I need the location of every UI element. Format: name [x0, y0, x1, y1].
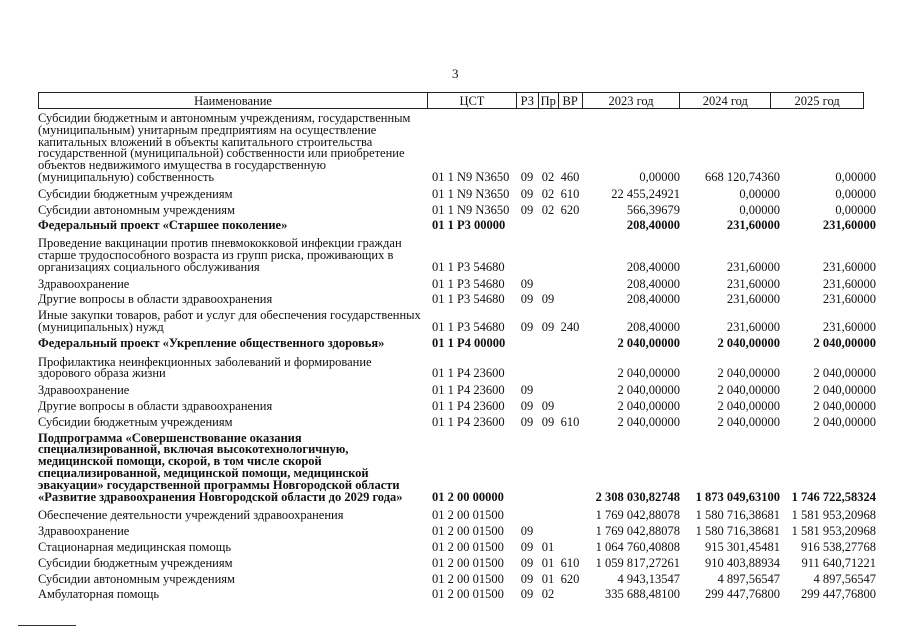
row-pr: 02: [541, 589, 555, 602]
table-row: [38, 294, 902, 307]
row-pr: 09: [541, 294, 555, 307]
row-2025: 231,60000: [822, 261, 876, 274]
row-pr: [538, 290, 558, 291]
row-2025: 0,00000: [835, 171, 876, 184]
row-name: Субсидии бюджетным учреждениям: [38, 557, 233, 570]
row-2024: 231,60000: [726, 278, 780, 291]
row-cst: 01 2 00 01500: [432, 526, 504, 539]
row-2025: 231,60000: [822, 220, 876, 233]
header-name: Наименование: [39, 93, 428, 108]
table-row: [38, 526, 902, 539]
row-cst: 01 1 P4 23600: [432, 368, 505, 381]
row-pr: 02: [541, 171, 555, 184]
row-2023: 566,39679: [626, 204, 680, 217]
row-rz: 09: [520, 321, 534, 334]
table-row: [38, 113, 902, 185]
table-row: [38, 433, 902, 505]
row-pr: 01: [541, 557, 555, 570]
row-vr: [558, 290, 582, 291]
row-cst: 01 2 00 01500: [432, 589, 504, 602]
row-pr: 09: [541, 416, 555, 429]
row-vr: [558, 380, 582, 381]
row-2025: 1 581 953,20968: [791, 510, 876, 523]
table-row: [38, 220, 902, 233]
row-rz: 09: [520, 204, 534, 217]
row-vr: 620: [560, 204, 580, 217]
row-name: Профилактика неинфекционных заболеваний и формирование здорового образа жизни: [38, 356, 372, 381]
row-rz: 09: [520, 400, 534, 413]
row-2023: 2 040,00000: [617, 337, 680, 350]
row-2023: 2 040,00000: [617, 368, 680, 381]
row-cst: 01 1 P3 00000: [432, 220, 506, 233]
row-2023: 208,40000: [626, 261, 680, 274]
row-vr: 460: [560, 171, 580, 184]
row-2025: 0,00000: [835, 204, 876, 217]
row-pr: [538, 274, 558, 275]
row-2025: 4 897,56547: [813, 573, 876, 586]
row-2025: 2 040,00000: [813, 400, 876, 413]
table-row: [38, 385, 902, 398]
row-pr: [538, 350, 558, 351]
row-rz: 09: [520, 416, 534, 429]
row-2024: 231,60000: [726, 294, 780, 307]
row-cst: 01 1 P4 23600: [432, 385, 505, 398]
header-2025: 2025 год: [794, 94, 840, 108]
row-vr: 610: [560, 557, 580, 570]
row-2023: 2 040,00000: [617, 400, 680, 413]
row-rz: [516, 232, 538, 233]
table-row: [38, 238, 902, 274]
row-2023: 1 769 042,88078: [595, 510, 680, 523]
row-cst: 01 2 00 01500: [432, 557, 504, 570]
row-2023: 1 769 042,88078: [595, 526, 680, 539]
row-rz: [516, 274, 538, 275]
row-name: Здравоохранение: [38, 278, 130, 291]
table-row: [38, 357, 902, 382]
row-2023: 208,40000: [626, 278, 680, 291]
row-2024: 231,60000: [726, 321, 780, 334]
header-2024: 2024 год: [680, 93, 771, 108]
row-name: Федеральный проект «Старшее поколение»: [38, 220, 288, 233]
row-2024: 2 040,00000: [717, 368, 780, 381]
row-pr: 01: [541, 541, 555, 554]
row-name: Субсидии бюджетным учреждениям: [38, 188, 233, 201]
row-name: Стационарная медицинская помощь: [38, 541, 232, 554]
table-row: [38, 542, 902, 555]
row-name: Субсидии автономным учреждениям: [38, 204, 235, 217]
row-cst: 01 2 00 01500: [432, 541, 504, 554]
row-pr: [538, 232, 558, 233]
header-pr: Пр: [539, 93, 559, 108]
row-2023: 208,40000: [626, 220, 680, 233]
row-2023: 1 059 817,27261: [595, 557, 680, 570]
table-row: [38, 558, 902, 571]
row-vr: 620: [560, 573, 580, 586]
row-2025: 299 447,76800: [801, 589, 876, 602]
row-vr: [558, 503, 582, 504]
row-2025: 916 538,27768: [801, 541, 876, 554]
row-cst: 01 1 P3 54680: [432, 278, 505, 291]
row-2024: 2 040,00000: [717, 385, 780, 398]
row-2024: 2 040,00000: [717, 337, 780, 350]
row-pr: 01: [541, 573, 555, 586]
row-pr: 02: [541, 204, 555, 217]
row-name: Другие вопросы в области здравоохранения: [38, 294, 273, 307]
row-2024: 231,60000: [726, 261, 780, 274]
row-2023: 22 455,24921: [611, 188, 680, 201]
row-vr: 610: [560, 188, 580, 201]
row-vr: 240: [560, 321, 580, 334]
row-rz: 09: [520, 541, 534, 554]
table-row: [38, 510, 902, 523]
row-vr: [558, 601, 582, 602]
row-2023: 0,00000: [639, 171, 680, 184]
row-2024: 2 040,00000: [717, 416, 780, 429]
row-name: Амбулаторная помощь: [38, 589, 160, 602]
row-2024: 910 403,88934: [705, 557, 780, 570]
row-2025: 0,00000: [835, 188, 876, 201]
row-name: Другие вопросы в области здравоохранения: [38, 400, 273, 413]
row-cst: 01 1 P3 54680: [432, 294, 505, 307]
table-row: [38, 279, 902, 292]
row-cst: 01 2 00 01500: [432, 573, 504, 586]
row-cst: 01 2 00 00000: [432, 491, 504, 504]
row-2024: 668 120,74360: [705, 171, 780, 184]
row-rz: 09: [520, 171, 534, 184]
row-vr: [558, 413, 582, 414]
row-2023: 2 308 030,82748: [595, 491, 680, 504]
table-row: [38, 310, 902, 335]
row-rz: 09: [520, 573, 534, 586]
row-2025: 2 040,00000: [813, 385, 876, 398]
row-2024: 4 897,56547: [717, 573, 780, 586]
row-rz: 09: [520, 294, 534, 307]
row-vr: [558, 522, 582, 523]
row-vr: [558, 274, 582, 275]
row-2024: 915 301,45481: [705, 541, 780, 554]
row-rz: [516, 522, 538, 523]
header-rz: РЗ: [517, 93, 539, 108]
row-2025: 231,60000: [822, 294, 876, 307]
row-2023: 208,40000: [626, 294, 680, 307]
row-2024: 0,00000: [739, 188, 780, 201]
row-cst: 01 1 N9 N3650: [432, 188, 510, 201]
table-row: [38, 401, 902, 414]
row-rz: 09: [520, 526, 534, 539]
row-vr: 610: [560, 416, 580, 429]
row-2025: 2 040,00000: [813, 337, 876, 350]
table-row: [38, 589, 902, 602]
row-pr: [538, 397, 558, 398]
table-row: [38, 205, 902, 218]
row-rz: [516, 380, 538, 381]
row-rz: [516, 350, 538, 351]
row-rz: 09: [520, 278, 534, 291]
row-pr: 09: [541, 400, 555, 413]
row-name: Федеральный проект «Укрепление общественного здоровья»: [38, 337, 385, 350]
row-pr: 09: [541, 321, 555, 334]
row-2024: 231,60000: [726, 220, 780, 233]
row-cst: 01 1 P4 23600: [432, 400, 505, 413]
table-row: [38, 417, 902, 430]
table-body: [38, 110, 902, 602]
table-row: [38, 338, 902, 351]
row-2024: 0,00000: [739, 204, 780, 217]
table-row: [38, 574, 902, 587]
row-pr: [538, 380, 558, 381]
row-name: Обеспечение деятельности учреждений здравоохранения: [38, 510, 344, 523]
page-number: 3: [452, 66, 459, 81]
row-cst: 01 2 00 01500: [432, 510, 504, 523]
footer-rule: [18, 625, 76, 626]
row-name: Здравоохранение: [38, 526, 130, 539]
row-rz: [516, 503, 538, 504]
row-2023: 1 064 760,40808: [595, 541, 680, 554]
row-vr: [558, 554, 582, 555]
row-2024: 1 873 049,63100: [695, 491, 780, 504]
row-2023: 208,40000: [626, 321, 680, 334]
row-2025: 231,60000: [822, 321, 876, 334]
row-rz: 09: [520, 589, 534, 602]
row-2024: 2 040,00000: [717, 400, 780, 413]
row-name: Иные закупки товаров, работ и услуг для обеспечения государственных (муниципальных) нужд: [38, 310, 421, 334]
header-2023: 2023 год: [583, 93, 681, 108]
row-2023: 4 943,13547: [617, 573, 680, 586]
row-2024: 1 580 716,38681: [695, 510, 780, 523]
row-2025: 911 640,71221: [801, 557, 876, 570]
row-cst: 01 1 P4 23600: [432, 416, 505, 429]
header-cst: ЦСТ: [428, 93, 517, 108]
row-cst: 01 1 P3 54680: [432, 321, 505, 334]
table-row: [38, 189, 902, 202]
row-cst: 01 1 P4 00000: [432, 337, 506, 350]
row-2025: 2 040,00000: [813, 416, 876, 429]
row-pr: 02: [541, 188, 555, 201]
row-name: Подпрограмма «Совершенствование оказания специализированной, включая высокотехнологичную, медицинской помощи, скорой, в том числе скорой специализированной, медицинской помощи, медицинской эвакуации» государственной программы Новгородской области «Развитие здравоохранения Новгородской области до 2029 года»: [38, 432, 403, 504]
row-2023: 335 688,48100: [605, 589, 680, 602]
row-2025: 1 581 953,20968: [791, 526, 876, 539]
row-cst: 01 1 P3 54680: [432, 261, 505, 274]
row-2023: 2 040,00000: [617, 385, 680, 398]
row-rz: 09: [520, 188, 534, 201]
row-2024: 1 580 716,38681: [695, 526, 780, 539]
row-pr: [538, 503, 558, 504]
row-cst: 01 1 N9 N3650: [432, 204, 510, 217]
table-header: [38, 92, 864, 109]
row-vr: [558, 232, 582, 233]
row-rz: 09: [520, 557, 534, 570]
row-name: Субсидии бюджетным учреждениям: [38, 416, 233, 429]
row-2024: 299 447,76800: [705, 589, 780, 602]
row-vr: [558, 397, 582, 398]
row-name: Субсидии бюджетным и автономным учреждениям, государственным (муниципальным) унитарным предприятиям на осуществление капитальных вложений в объекты капитального строительства государственной (муниципальной) собственности или приобретение объектов недвижимого имущества в государственную (муниципальную) собственность: [38, 113, 411, 184]
row-pr: [538, 538, 558, 539]
row-2025: 231,60000: [822, 278, 876, 291]
row-vr: [558, 350, 582, 351]
row-name: Субсидии автономным учреждениям: [38, 573, 235, 586]
row-pr: [538, 522, 558, 523]
row-2025: 2 040,00000: [813, 368, 876, 381]
row-2023: 2 040,00000: [617, 416, 680, 429]
row-vr: [558, 538, 582, 539]
row-2025: 1 746 722,58324: [791, 491, 876, 504]
row-vr: [558, 306, 582, 307]
row-cst: 01 1 N9 N3650: [432, 171, 510, 184]
row-name: Здравоохранение: [38, 385, 130, 398]
row-name: Проведение вакцинации против пневмококковой инфекции граждан старше трудоспособного возраста из групп риска, проживающих в организациях социального обслуживания: [38, 238, 402, 274]
row-rz: 09: [520, 385, 534, 398]
header-vr: ВР: [559, 93, 583, 108]
